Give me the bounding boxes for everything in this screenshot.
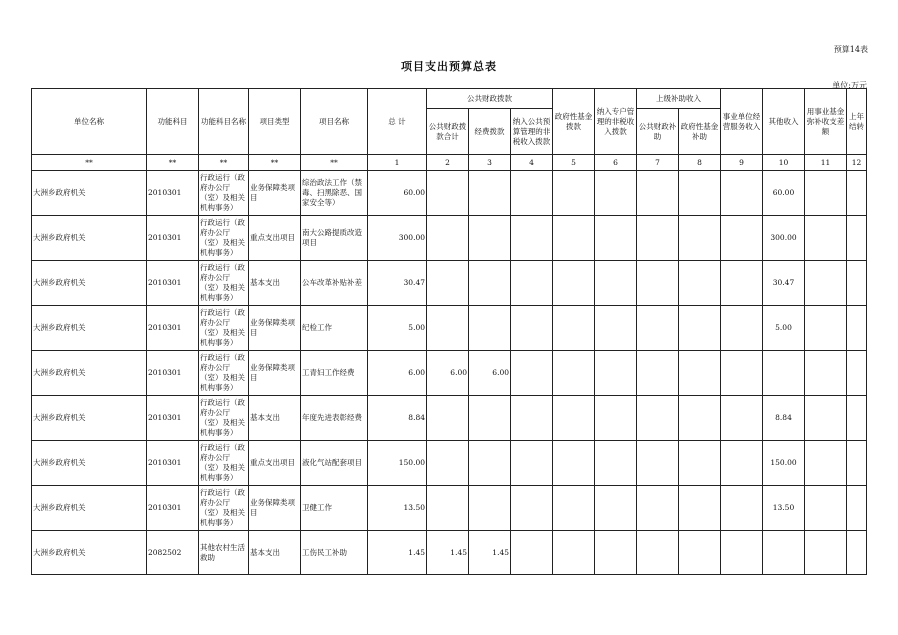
gov-fund-cell xyxy=(553,351,595,396)
fund-gap-cell xyxy=(805,441,847,486)
index-cell: 4 xyxy=(511,155,553,171)
header-operating: 经费拨款 xyxy=(469,109,511,155)
public-total-cell xyxy=(427,261,469,306)
budget-table xyxy=(31,88,867,575)
project-name-cell: 工青妇工作经费 xyxy=(301,351,368,396)
budget-managed-cell xyxy=(511,306,553,351)
page-title: 项目支出预算总表 xyxy=(401,60,497,73)
sup-public-cell xyxy=(637,351,679,396)
operating-cell: 6.00 xyxy=(469,351,511,396)
function-name-cell: 行政运行（政府办公厅（室）及相关机构事务） xyxy=(199,306,249,351)
special-nontax-cell xyxy=(595,441,637,486)
operating-cell xyxy=(469,216,511,261)
sup-public-cell xyxy=(637,531,679,575)
function-code-cell: 2010301 xyxy=(147,351,199,396)
special-nontax-cell xyxy=(595,306,637,351)
function-name-cell: 行政运行（政府办公厅（室）及相关机构事务） xyxy=(199,486,249,531)
header-business-income: 事业单位经营服务收入 xyxy=(721,89,763,155)
sup-public-cell xyxy=(637,171,679,216)
table-row xyxy=(32,351,867,396)
gov-fund-cell xyxy=(553,486,595,531)
budget-managed-cell xyxy=(511,441,553,486)
index-cell: 11 xyxy=(805,155,847,171)
header-sup-fund: 政府性基金补助 xyxy=(679,109,721,155)
other-income-cell: 150.00 xyxy=(763,441,805,486)
operating-cell xyxy=(469,171,511,216)
other-income-cell: 13.50 xyxy=(763,486,805,531)
sup-fund-cell xyxy=(679,486,721,531)
special-nontax-cell xyxy=(595,396,637,441)
public-total-cell xyxy=(427,396,469,441)
index-cell: ** xyxy=(32,155,147,171)
budget-managed-cell xyxy=(511,396,553,441)
sup-fund-cell xyxy=(679,171,721,216)
function-code-cell: 2010301 xyxy=(147,306,199,351)
total-cell: 150.00 xyxy=(368,441,427,486)
fund-gap-cell xyxy=(805,351,847,396)
index-row xyxy=(32,155,867,171)
total-cell: 300.00 xyxy=(368,216,427,261)
table-row xyxy=(32,171,867,216)
project-name-cell: 公车改革补贴补差 xyxy=(301,261,368,306)
unit-name-cell: 大洲乡政府机关 xyxy=(32,216,147,261)
index-cell: 2 xyxy=(427,155,469,171)
unit-name-cell: 大洲乡政府机关 xyxy=(32,531,147,575)
sup-public-cell xyxy=(637,261,679,306)
public-total-cell xyxy=(427,306,469,351)
unit-name-cell: 大洲乡政府机关 xyxy=(32,486,147,531)
project-name-cell: 卫健工作 xyxy=(301,486,368,531)
project-type-cell: 重点支出项目 xyxy=(249,216,301,261)
project-type-cell: 业务保障类项目 xyxy=(249,171,301,216)
special-nontax-cell xyxy=(595,486,637,531)
project-name-cell: 工伤民工补助 xyxy=(301,531,368,575)
other-income-cell: 30.47 xyxy=(763,261,805,306)
business-income-cell xyxy=(721,261,763,306)
project-type-cell: 基本支出 xyxy=(249,261,301,306)
other-income-cell: 60.00 xyxy=(763,171,805,216)
table-body xyxy=(32,171,867,575)
total-cell: 13.50 xyxy=(368,486,427,531)
budget-managed-cell xyxy=(511,261,553,306)
public-total-cell: 1.45 xyxy=(427,531,469,575)
index-cell: ** xyxy=(301,155,368,171)
project-name-cell: 南大公路提质改造项目 xyxy=(301,216,368,261)
project-type-cell: 基本支出 xyxy=(249,396,301,441)
fund-gap-cell xyxy=(805,306,847,351)
header-budget-managed: 纳入公共预算管理的非税收入拨款 xyxy=(511,109,553,155)
sup-public-cell xyxy=(637,396,679,441)
sup-fund-cell xyxy=(679,396,721,441)
unit-name-cell: 大洲乡政府机关 xyxy=(32,351,147,396)
index-cell: ** xyxy=(147,155,199,171)
budget-managed-cell xyxy=(511,486,553,531)
total-cell: 1.45 xyxy=(368,531,427,575)
unit-name-cell: 大洲乡政府机关 xyxy=(32,441,147,486)
header-unit-name: 单位名称 xyxy=(32,89,147,155)
index-cell: 9 xyxy=(721,155,763,171)
function-name-cell: 行政运行（政府办公厅（室）及相关机构事务） xyxy=(199,261,249,306)
unit-name-cell: 大洲乡政府机关 xyxy=(32,171,147,216)
fund-gap-cell xyxy=(805,531,847,575)
table-row xyxy=(32,396,867,441)
sup-fund-cell xyxy=(679,216,721,261)
header-total: 总 计 xyxy=(368,89,427,155)
carryover-cell xyxy=(847,486,867,531)
gov-fund-cell xyxy=(553,531,595,575)
carryover-cell xyxy=(847,441,867,486)
special-nontax-cell xyxy=(595,531,637,575)
other-income-cell: 8.84 xyxy=(763,396,805,441)
unit-name-cell: 大洲乡政府机关 xyxy=(32,396,147,441)
unit-name-cell: 大洲乡政府机关 xyxy=(32,261,147,306)
gov-fund-cell xyxy=(553,216,595,261)
special-nontax-cell xyxy=(595,261,637,306)
table-row xyxy=(32,216,867,261)
operating-cell: 1.45 xyxy=(469,531,511,575)
special-nontax-cell xyxy=(595,171,637,216)
sup-fund-cell xyxy=(679,531,721,575)
sup-fund-cell xyxy=(679,441,721,486)
index-cell: 7 xyxy=(637,155,679,171)
form-number: 预算14表 xyxy=(833,45,868,54)
fund-gap-cell xyxy=(805,216,847,261)
public-total-cell: 6.00 xyxy=(427,351,469,396)
project-type-cell: 业务保障类项目 xyxy=(249,306,301,351)
project-type-cell: 重点支出项目 xyxy=(249,441,301,486)
business-income-cell xyxy=(721,486,763,531)
sup-public-cell xyxy=(637,441,679,486)
operating-cell xyxy=(469,486,511,531)
function-code-cell: 2010301 xyxy=(147,261,199,306)
function-name-cell: 行政运行（政府办公厅（室）及相关机构事务） xyxy=(199,216,249,261)
function-code-cell: 2010301 xyxy=(147,486,199,531)
budget-managed-cell xyxy=(511,531,553,575)
project-type-cell: 基本支出 xyxy=(249,531,301,575)
project-type-cell: 业务保障类项目 xyxy=(249,486,301,531)
header-function-code: 功能科目 xyxy=(147,89,199,155)
total-cell: 6.00 xyxy=(368,351,427,396)
carryover-cell xyxy=(847,396,867,441)
business-income-cell xyxy=(721,351,763,396)
sup-fund-cell xyxy=(679,261,721,306)
function-code-cell: 2010301 xyxy=(147,216,199,261)
function-code-cell: 2010301 xyxy=(147,441,199,486)
function-code-cell: 2010301 xyxy=(147,171,199,216)
other-income-cell xyxy=(763,351,805,396)
function-code-cell: 2082502 xyxy=(147,531,199,575)
index-cell: 3 xyxy=(469,155,511,171)
carryover-cell xyxy=(847,261,867,306)
gov-fund-cell xyxy=(553,306,595,351)
project-name-cell: 纪检工作 xyxy=(301,306,368,351)
project-name-cell: 液化气站配套项目 xyxy=(301,441,368,486)
header-function-name: 功能科目名称 xyxy=(199,89,249,155)
sup-public-cell xyxy=(637,306,679,351)
total-cell: 5.00 xyxy=(368,306,427,351)
header-public-total: 公共财政拨款合计 xyxy=(427,109,469,155)
business-income-cell xyxy=(721,396,763,441)
project-name-cell: 年度先进表彰经费 xyxy=(301,396,368,441)
public-total-cell xyxy=(427,441,469,486)
special-nontax-cell xyxy=(595,351,637,396)
sup-public-cell xyxy=(637,486,679,531)
header-special-nontax: 纳入专户管理的非税收入拨款 xyxy=(595,89,637,155)
budget-managed-cell xyxy=(511,216,553,261)
other-income-cell xyxy=(763,531,805,575)
fund-gap-cell xyxy=(805,396,847,441)
carryover-cell xyxy=(847,531,867,575)
sup-fund-cell xyxy=(679,306,721,351)
business-income-cell xyxy=(721,531,763,575)
table-row xyxy=(32,306,867,351)
public-total-cell xyxy=(427,171,469,216)
gov-fund-cell xyxy=(553,441,595,486)
total-cell: 8.84 xyxy=(368,396,427,441)
carryover-cell xyxy=(847,171,867,216)
operating-cell xyxy=(469,306,511,351)
table-row xyxy=(32,261,867,306)
gov-fund-cell xyxy=(553,171,595,216)
function-name-cell: 其他农村生活救助 xyxy=(199,531,249,575)
operating-cell xyxy=(469,396,511,441)
other-income-cell: 5.00 xyxy=(763,306,805,351)
total-cell: 60.00 xyxy=(368,171,427,216)
function-name-cell: 行政运行（政府办公厅（室）及相关机构事务） xyxy=(199,441,249,486)
carryover-cell xyxy=(847,306,867,351)
operating-cell xyxy=(469,261,511,306)
header-gov-fund: 政府性基金拨款 xyxy=(553,89,595,155)
fund-gap-cell xyxy=(805,261,847,306)
function-name-cell: 行政运行（政府办公厅（室）及相关机构事务） xyxy=(199,351,249,396)
index-cell: 6 xyxy=(595,155,637,171)
function-name-cell: 行政运行（政府办公厅（室）及相关机构事务） xyxy=(199,396,249,441)
business-income-cell xyxy=(721,216,763,261)
header-project-type: 项目类型 xyxy=(249,89,301,155)
fund-gap-cell xyxy=(805,171,847,216)
fund-gap-cell xyxy=(805,486,847,531)
business-income-cell xyxy=(721,171,763,216)
total-cell: 30.47 xyxy=(368,261,427,306)
carryover-cell xyxy=(847,216,867,261)
header-superior-subsidy: 上级补助收入 xyxy=(637,89,721,109)
table-row xyxy=(32,531,867,575)
sup-public-cell xyxy=(637,216,679,261)
unit-name-cell: 大洲乡政府机关 xyxy=(32,306,147,351)
index-cell: 8 xyxy=(679,155,721,171)
index-cell: ** xyxy=(199,155,249,171)
header-other-income: 其他收入 xyxy=(763,89,805,155)
table-header xyxy=(32,89,867,171)
table-row xyxy=(32,441,867,486)
carryover-cell xyxy=(847,351,867,396)
table-row xyxy=(32,486,867,531)
business-income-cell xyxy=(721,306,763,351)
unit-label: 单位:万元 xyxy=(832,81,867,90)
public-total-cell xyxy=(427,216,469,261)
special-nontax-cell xyxy=(595,216,637,261)
index-cell: 10 xyxy=(763,155,805,171)
budget-managed-cell xyxy=(511,171,553,216)
project-type-cell: 业务保障类项目 xyxy=(249,351,301,396)
header-carryover: 上年结转 xyxy=(847,89,867,155)
operating-cell xyxy=(469,441,511,486)
sup-fund-cell xyxy=(679,351,721,396)
gov-fund-cell xyxy=(553,396,595,441)
index-cell: 12 xyxy=(847,155,867,171)
other-income-cell: 300.00 xyxy=(763,216,805,261)
header-fund-gap: 用事业基金弥补收支差额 xyxy=(805,89,847,155)
business-income-cell xyxy=(721,441,763,486)
header-sup-public: 公共财政补助 xyxy=(637,109,679,155)
index-cell: 1 xyxy=(368,155,427,171)
project-name-cell: 综治政法工作（禁毒、扫黑除恶、国家安全等） xyxy=(301,171,368,216)
function-name-cell: 行政运行（政府办公厅（室）及相关机构事务） xyxy=(199,171,249,216)
function-code-cell: 2010301 xyxy=(147,396,199,441)
header-project-name: 项目名称 xyxy=(301,89,368,155)
budget-managed-cell xyxy=(511,351,553,396)
index-cell: ** xyxy=(249,155,301,171)
index-cell: 5 xyxy=(553,155,595,171)
public-total-cell xyxy=(427,486,469,531)
gov-fund-cell xyxy=(553,261,595,306)
header-public-finance: 公共财政拨款 xyxy=(427,89,553,109)
